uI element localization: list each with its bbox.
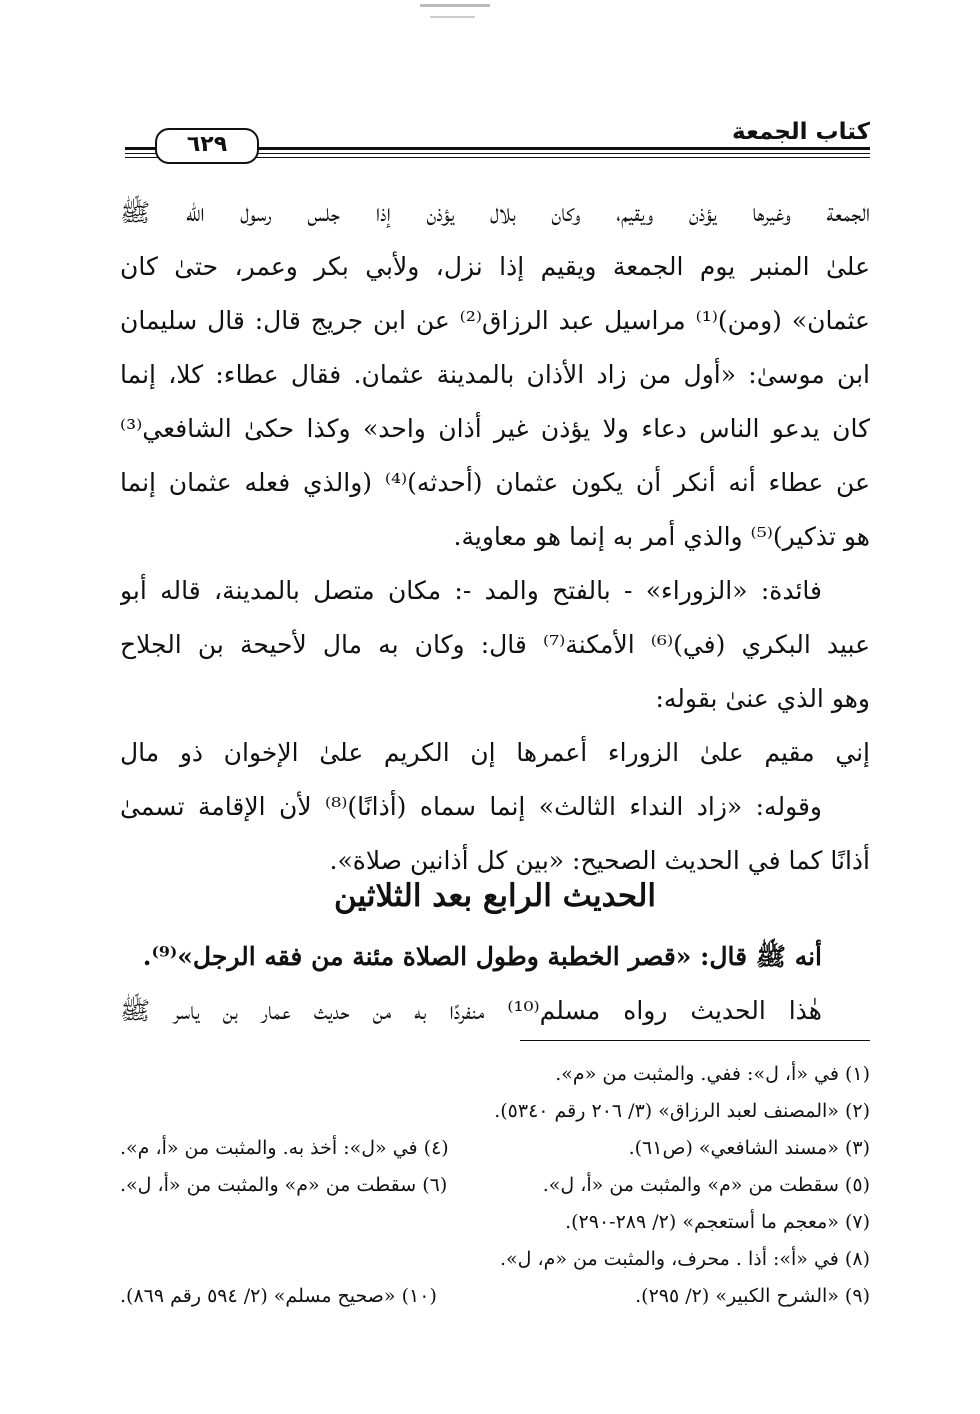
verse-line: إني مقيم علىٰ الزوراء أعمرها إن الكريم علىٰ الإخوان ذو مال [120,738,870,767]
footnote: (٩) «الشرح الكبير» (٢/ ٢٩٥). [635,1285,870,1307]
text-line: علىٰ المنبر يوم الجمعة ويقيم إذا نزل، ولأبي بكر وعمر، حتىٰ كان [120,252,870,281]
footnote: (٦) سقطت من «م» والمثبت من «أ، ل». [120,1174,448,1196]
footnote-line [120,1241,870,1278]
text-line: هٰذا الحديث رواه مسلم⁽¹⁰⁾ منفردًا به من حديث عمار بن ياسر ﷺ [120,996,822,1025]
text-line: وقوله: «زاد النداء الثالث» إنما سماه (أذانًا)⁽⁸⁾ لأن الإقامة تسمىٰ [120,792,823,821]
text-line: وهو الذي عنىٰ بقوله: [655,684,870,713]
footnote-line [120,1204,870,1241]
footnote-line [120,1056,870,1093]
section-heading: الحديث الرابع بعد الثلاثين [333,878,657,914]
footnote: (٧) «معجم ما أستعجم» (٢/ ٢٨٩-٢٩٠). [565,1211,870,1233]
footnote: (٢) «المصنف لعبد الرزاق» (٣/ ٢٠٦ رقم ٥٣٤٠). [494,1100,870,1122]
text-line: هو تذكير)⁽⁵⁾ والذي أمر به إنما هو معاوية. [453,522,870,551]
text-line: الجمعة وغيرها يؤذن ويقيم، وكان بلال يؤذن إذا جلس رسول الله ﷺ [120,198,870,227]
footnote: (٣) «مسند الشافعي» (ص٦١). [628,1137,870,1159]
footnote: (٥) سقطت من «م» والمثبت من «أ، ل». [542,1174,870,1196]
text-line: فائدة: «الزوراء» - بالفتح والمد -: مكان متصل بالمدينة، قاله أبو [120,576,822,605]
footnote: (١٠) «صحيح مسلم» (٢/ ٥٩٤ رقم ٨٦٩). [120,1285,437,1307]
text-line: عن عطاء أنه أنكر أن يكون عثمان (أحدثه)⁽⁴⁾ (والذي فعله عثمان إنما [120,468,870,497]
footnote: (١) في «أ، ل»: ففي. والمثبت من «م». [555,1063,870,1085]
text-line: عثمان» (ومن)⁽¹⁾ مراسيل عبد الرزاق⁽²⁾ عن ابن جريج قال: قال سليمان [120,306,870,335]
footnote-line [120,1278,870,1315]
footnote: (٤) في «ل»: أخذ به. والمثبت من «أ، م». [120,1137,449,1159]
hadith-text [120,930,870,1038]
scan-mark [430,16,475,18]
chapter-title: كتاب الجمعة [732,119,870,145]
text-line: عبيد البكري (في)⁽⁶⁾ الأمكنة⁽⁷⁾ قال: وكان به مال لأحيحة بن الجلاح [120,630,870,659]
text-line: ابن موسىٰ: «أول من زاد الأذان بالمدينة عثمان. فقال عطاء: كلا، إنما [120,360,870,389]
scan-mark [420,4,490,7]
text-line: أذانًا كما في الحديث الصحيح: «بين كل أذانين صلاة». [329,846,870,875]
page-number: ٦٢٩ [155,128,259,164]
footnote: (٨) في «أ»: أذا . محرف، والمثبت من «م، ل». [499,1248,870,1270]
hadith-line: أنه ﷺ قال: «قصر الخطبة وطول الصلاة مئنة من فقه الرجل»⁽⁹⁾. [142,942,822,971]
footnotes [120,1056,870,1315]
footnote-line [120,1167,870,1204]
text-line: كان يدعو الناس دعاء ولا يؤذن غير أذان واحد» وكذا حكىٰ الشافعي⁽³⁾ [120,414,870,443]
footnote-line [120,1130,870,1167]
running-header [125,118,870,160]
footnote-line [120,1093,870,1130]
footnote-divider [520,1040,870,1041]
body-text [120,186,870,888]
